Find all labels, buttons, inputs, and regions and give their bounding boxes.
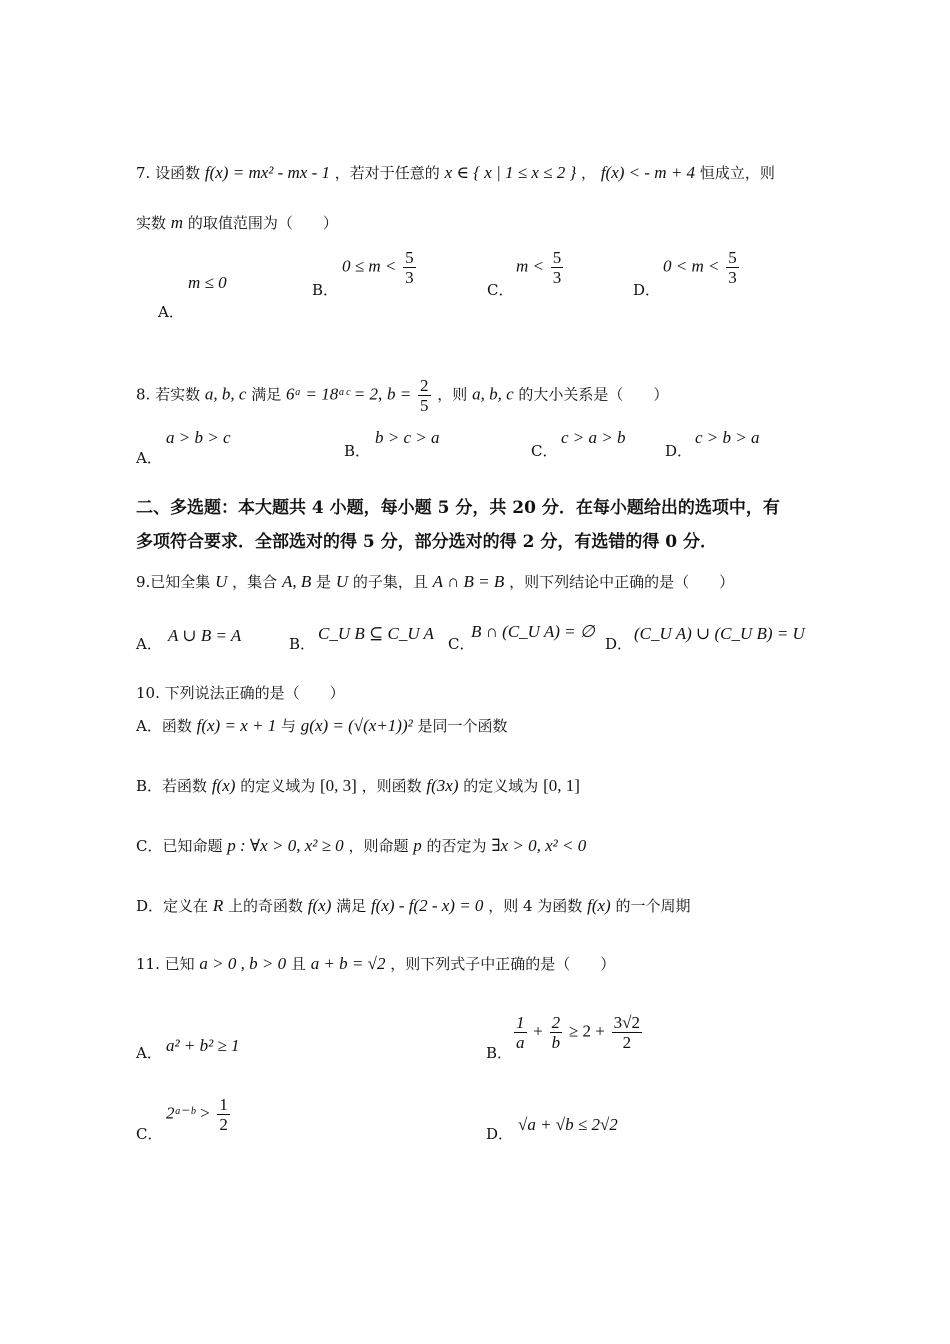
q10-lead: 10. 下列说法正确的是（ ） (136, 684, 345, 702)
q11-option-a-label: A． (136, 1044, 162, 1062)
q10-option-a-f: f(x) = x + 1 (196, 716, 277, 735)
q10-option-b-domain2: [0, 1] (543, 776, 580, 795)
q11-option-c-expr: 2ᵃ⁻ᵇ > (166, 1103, 211, 1123)
q10-option-b-f: f(x) (211, 776, 236, 795)
fraction: $\frac{3√2}{2}$ (613, 1013, 640, 1052)
q8-vars-2: a, b, c (472, 384, 514, 404)
q10-option-c (136, 836, 586, 856)
q8-option-a-label: A． (136, 449, 162, 467)
q8-option-d-label: D． (665, 442, 693, 460)
q8-tail: 的大小关系是（ ） (518, 385, 669, 404)
q7-lead: 7. 设函数 (136, 164, 201, 182)
q10-option-a-tail: 是同一个函数 (417, 717, 508, 735)
q10-option-b-label: B．若函数 (136, 777, 208, 795)
q9-universal-set-2: U (335, 572, 349, 591)
q8-condition: 6ᵃ = 18ᵃᶜ = 2, (286, 384, 383, 404)
q7-line2-text: 实数 (136, 214, 167, 232)
fraction: $\frac{5}{3}$ (405, 248, 414, 287)
q9-option-a-label: A． (136, 635, 162, 653)
q11-condition2: a + b = √2 (310, 954, 386, 973)
q10-option-a (136, 716, 508, 736)
section-heading-line1: 二、多选题：本大题共 4 小题，每小题 5 分，共 20 分．在每小题给出的选项中，有 (136, 498, 780, 518)
q11-option-a-expr: a² + b² ≥ 1 (166, 1036, 240, 1055)
q10-option-d (136, 896, 690, 916)
q11-option-c-label: C． (136, 1125, 163, 1143)
q7-function: f(x) = mx² - mx - 1 (204, 163, 331, 182)
q10-option-a-g: g(x) = (√(x+1))² (300, 716, 413, 735)
q8-option-d-expr: c > b > a (695, 428, 760, 447)
q10-option-c-text2: 的否定为 (426, 837, 487, 855)
q7-option-c (516, 248, 565, 287)
q9-option-b-expr: C_U B ⊆ C_U A (318, 624, 434, 643)
q8-option-c-label: C． (531, 442, 558, 460)
q7-tail: 恒成立，则 (699, 164, 775, 182)
q8-line1 (136, 376, 668, 415)
q7-option-d-label: D． (633, 281, 661, 299)
q9-option-d-label: D． (605, 635, 633, 653)
q10-option-c-negation: ∃x > 0, x² < 0 (491, 836, 587, 855)
q7-set: x ∈ { x | 1 ≤ x ≤ 2 } (444, 163, 577, 182)
q11-option-d-label: D． (486, 1125, 514, 1143)
q10-option-d-text3: ，则 4 为函数 (488, 897, 583, 915)
q9-sets: A, B (281, 572, 312, 591)
q10-option-b-f3: f(3x) (426, 776, 459, 795)
q10-option-d-f2: f(x) (587, 896, 611, 915)
q7-option-b (342, 248, 418, 287)
section-heading-line2: 多项符合要求．全部选对的得 5 分，部分选对的得 2 分，有选错的得 0 分． (136, 532, 717, 552)
q9-lead: 9.已知全集 (136, 573, 211, 591)
q7-sep: ， (581, 164, 597, 182)
q9-text3: 的子集，且 (352, 573, 428, 591)
q11-text: 且 (290, 955, 306, 973)
q7-line2-tail: 的取值范围为（ ） (187, 214, 338, 232)
q11-condition1: a > 0 , b > 0 (199, 954, 287, 973)
q10-option-b-text2: ，则函数 (361, 777, 422, 795)
q11-tail: ，则下列式子中正确的是（ ） (390, 955, 616, 973)
q10-option-d-equation: f(x) - f(2 - x) = 0 (370, 896, 484, 915)
q7-option-b-expr: 0 ≤ m < (342, 256, 397, 276)
q7-option-c-expr: m < (516, 256, 544, 276)
q8-vars: a, b, c (204, 384, 247, 404)
fraction: $\frac{5}{3}$ (552, 248, 562, 287)
q7-inequality: f(x) < - m + 4 (600, 163, 696, 182)
fraction: $\frac{5}{3}$ (728, 248, 737, 287)
q10-option-a-text: 与 (281, 717, 297, 735)
q9-text: ，集合 (232, 573, 278, 591)
q9-universal-set: U (215, 572, 228, 591)
q8-lead: 8. 若实数 (136, 385, 201, 404)
q9-text2: 是 (316, 573, 332, 591)
q8-option-b-label: B． (344, 442, 371, 460)
q10-option-c-proposition: p : ∀x > 0, x² ≥ 0 (227, 836, 344, 855)
q9-option-c-label: C． (448, 635, 475, 653)
q11-option-b-mid: ≥ 2 + (568, 1021, 605, 1041)
q7-line1 (136, 163, 775, 183)
q7-option-c-label: C． (487, 281, 514, 299)
q8-option-a-expr: a > b > c (166, 428, 231, 447)
q11-lead: 11. 已知 (136, 955, 195, 973)
q8-text2: ，则 (437, 385, 468, 404)
q10-option-b-domain1: [0, 3] (319, 776, 357, 795)
q9-line1 (136, 572, 734, 592)
fraction: $\frac{2}{5}$ (420, 376, 429, 415)
q11-option-b-label: B． (486, 1044, 513, 1062)
q10-option-b-text3: 的定义域为 (463, 777, 539, 795)
q10-option-d-text2: 满足 (336, 897, 367, 915)
fraction: $\frac{1}{a}$ (516, 1013, 525, 1052)
q11-option-c (166, 1095, 232, 1134)
q10-option-d-label: D．定义在 (136, 897, 209, 915)
q9-option-b-label: B． (289, 635, 316, 653)
q7-option-b-label: B． (312, 281, 339, 299)
q10-option-d-tail: 的一个周期 (615, 897, 691, 915)
q11-line1 (136, 954, 615, 974)
fraction: $\frac{2}{b}$ (551, 1013, 561, 1052)
fraction: $\frac{1}{2}$ (219, 1095, 228, 1134)
q7-option-a-label: A． (158, 303, 184, 321)
q10-option-d-text1: 上的奇函数 (227, 897, 303, 915)
q11-option-d-expr: √a + √b ≤ 2√2 (518, 1115, 618, 1134)
q11-option-b: $\frac{1}{a}$ + $\frac{2}{b}$ ≥ 2 + $\frac{3√2}{2}$ (516, 1013, 640, 1052)
q9-condition: A ∩ B = B (432, 572, 505, 591)
q10-option-c-label: C．已知命题 (136, 837, 223, 855)
q7-option-a-expr: m ≤ 0 (188, 273, 227, 292)
q7-text: ，若对于任意的 (334, 164, 440, 182)
q10-option-c-text1: ，则命题 (348, 837, 409, 855)
q9-option-d-expr: (C_U A) ∪ (C_U B) = U (634, 624, 805, 643)
q10-option-b-text1: 的定义域为 (240, 777, 316, 795)
q7-option-d-expr: 0 < m < (663, 256, 720, 276)
q9-option-c-expr: B ∩ (C_U A) = ∅ (471, 622, 595, 641)
q9-tail: ，则下列结论中正确的是（ ） (509, 573, 735, 591)
q7-line2 (136, 213, 338, 233)
q7-option-d (663, 248, 741, 287)
q8-text: 满足 (251, 385, 282, 404)
q7-var-m: m (170, 213, 184, 232)
q10-option-d-r: R (212, 896, 224, 915)
q10-option-c-p: p (413, 836, 422, 855)
q8-option-c-expr: c > a > b (561, 428, 626, 447)
q8-b-eq: b = (387, 384, 412, 404)
q8-option-b-expr: b > c > a (375, 428, 440, 447)
q10-option-a-label: A．函数 (136, 717, 192, 735)
q10-option-b (136, 776, 580, 796)
q9-option-a-expr: A ∪ B = A (168, 626, 242, 645)
q10-option-d-f: f(x) (307, 896, 332, 915)
